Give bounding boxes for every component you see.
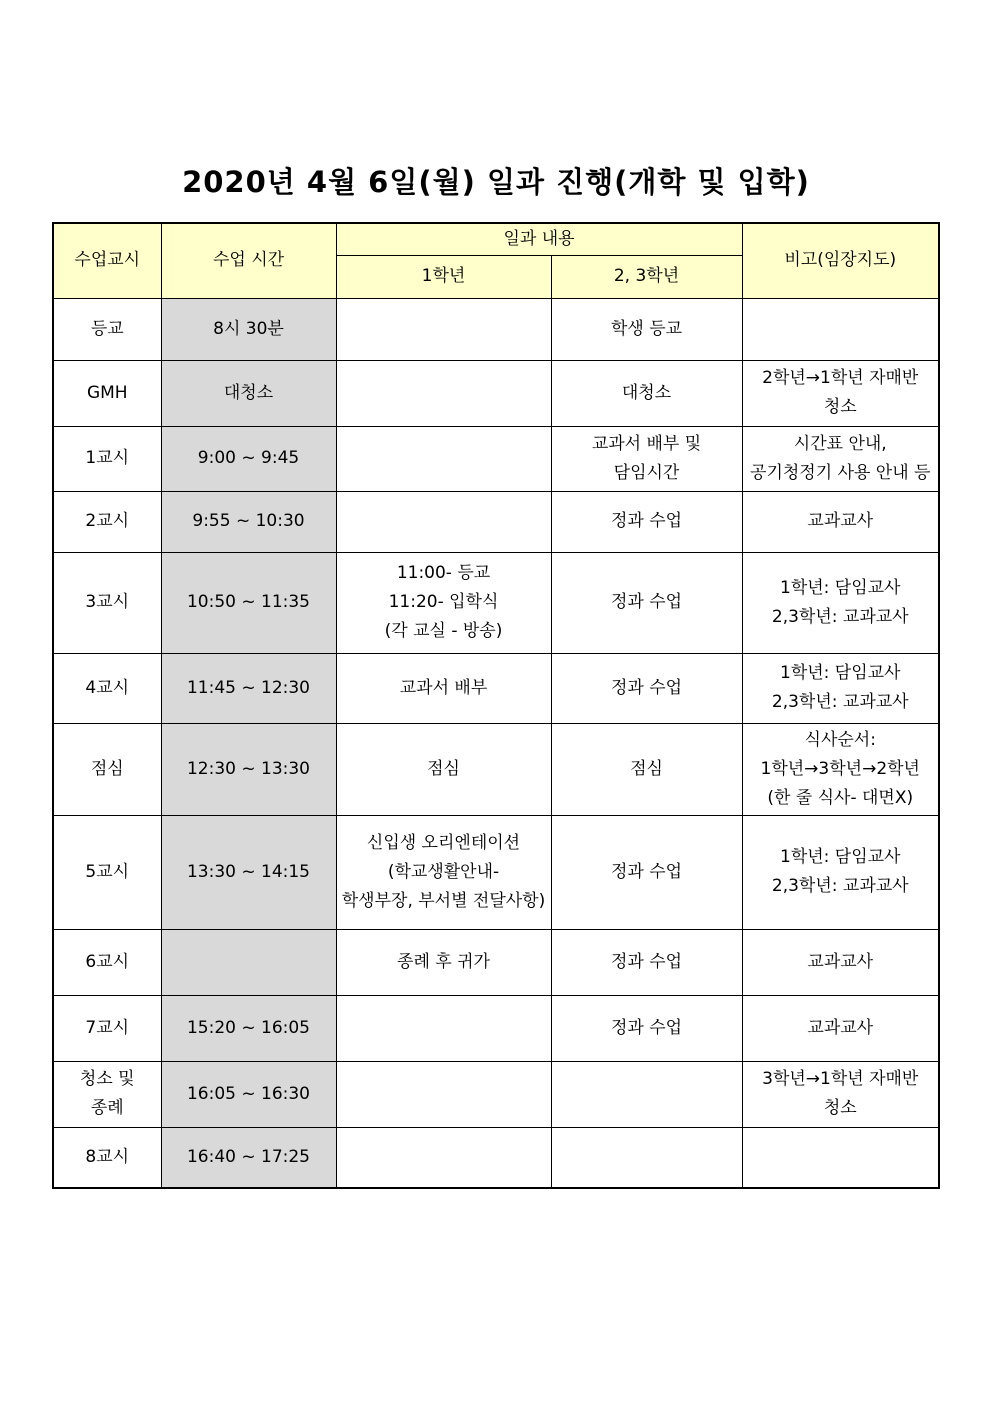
note-cell bbox=[742, 426, 939, 491]
period-cell: 6교시 bbox=[53, 929, 161, 995]
note-cell bbox=[742, 653, 939, 723]
time-cell: 대청소 bbox=[161, 360, 336, 426]
time-cell: 11:45 ~ 12:30 bbox=[161, 653, 336, 723]
grade23-cell bbox=[551, 815, 742, 929]
note-cell-line: 공기청정기 사용 안내 등 bbox=[750, 462, 931, 483]
note-cell-line: 2,3학년: 교과교사 bbox=[771, 606, 909, 627]
grade1-cell-line: 신입생 오리엔테이션 bbox=[366, 832, 521, 853]
grade1-cell-line: 점심 bbox=[427, 758, 460, 779]
note-cell-line: 1학년: 담임교사 bbox=[780, 663, 901, 683]
time-cell: 16:05 ~ 16:30 bbox=[161, 1061, 336, 1127]
grade1-cell bbox=[336, 1061, 551, 1127]
note-cell-line: 교과교사 bbox=[807, 951, 874, 972]
grade1-cell-line: 종례 후 귀가 bbox=[397, 951, 490, 972]
note-cell bbox=[742, 815, 939, 929]
header-period: 수업교시 bbox=[53, 223, 161, 298]
grade23-cell-line: 정과 수업 bbox=[610, 861, 683, 882]
period-cell: 4교시 bbox=[53, 653, 161, 723]
table-row bbox=[53, 723, 939, 815]
time-cell: 13:30 ~ 14:15 bbox=[161, 815, 336, 929]
note-cell bbox=[742, 929, 939, 995]
grade1-cell bbox=[336, 360, 551, 426]
schedule-table bbox=[52, 222, 940, 1189]
note-cell bbox=[742, 1061, 939, 1127]
grade23-cell bbox=[551, 360, 742, 426]
grade23-cell bbox=[551, 491, 742, 552]
time-cell: 9:00 ~ 9:45 bbox=[161, 426, 336, 491]
period-cell: 2교시 bbox=[53, 491, 161, 552]
grade23-cell bbox=[551, 653, 742, 723]
note-cell-line: 3학년→1학년 자매반 bbox=[762, 1069, 919, 1089]
time-cell: 9:55 ~ 10:30 bbox=[161, 491, 336, 552]
period-cell: 점심 bbox=[53, 723, 161, 815]
header-grade23: 2, 3학년 bbox=[551, 255, 742, 298]
note-cell bbox=[742, 723, 939, 815]
grade23-cell-line: 정과 수업 bbox=[610, 1017, 683, 1038]
grade23-cell-line: 정과 수업 bbox=[610, 511, 683, 531]
note-cell-line: 교과교사 bbox=[807, 511, 874, 531]
grade1-cell bbox=[336, 929, 551, 995]
time-cell: 12:30 ~ 13:30 bbox=[161, 723, 336, 815]
header-time: 수업 시간 bbox=[161, 223, 336, 298]
grade23-cell bbox=[551, 1061, 742, 1127]
period-cell: 7교시 bbox=[53, 995, 161, 1061]
grade1-cell bbox=[336, 815, 551, 929]
period-cell: 3교시 bbox=[53, 552, 161, 653]
note-cell-line: 시간표 안내, bbox=[793, 433, 887, 454]
grade1-cell bbox=[336, 552, 551, 653]
table-row bbox=[53, 929, 939, 995]
time-cell: 10:50 ~ 11:35 bbox=[161, 552, 336, 653]
note-cell-line: 2학년→1학년 자매반 bbox=[762, 368, 919, 388]
grade1-cell-line: 11:00- 등교 bbox=[396, 563, 491, 583]
period-cell: 청소 및 종례 bbox=[53, 1061, 161, 1127]
grade1-cell-line: 교과서 배부 bbox=[399, 677, 488, 698]
note-cell-line: 1학년: 담임교사 bbox=[780, 577, 901, 598]
period-cell: 1교시 bbox=[53, 426, 161, 491]
grade23-cell-line: 교과서 배부 및 bbox=[591, 433, 702, 454]
period-cell: 등교 bbox=[53, 298, 161, 360]
period-cell: 8교시 bbox=[53, 1127, 161, 1188]
table-row bbox=[53, 1127, 939, 1188]
table-row bbox=[53, 552, 939, 653]
grade1-cell bbox=[336, 298, 551, 360]
note-cell bbox=[742, 995, 939, 1061]
grade23-cell bbox=[551, 929, 742, 995]
table-row bbox=[53, 298, 939, 360]
note-cell bbox=[742, 298, 939, 360]
time-cell bbox=[161, 929, 336, 995]
note-cell-line: 식사순서: bbox=[804, 729, 876, 750]
note-cell bbox=[742, 360, 939, 426]
time-cell: 15:20 ~ 16:05 bbox=[161, 995, 336, 1061]
grade1-cell-line: (학교생활안내- bbox=[387, 861, 500, 882]
grade1-cell bbox=[336, 723, 551, 815]
grade23-cell bbox=[551, 1127, 742, 1188]
grade23-cell bbox=[551, 426, 742, 491]
note-cell-line: 청소 bbox=[823, 397, 857, 417]
note-cell-line: 2,3학년: 교과교사 bbox=[771, 692, 909, 712]
table-row bbox=[53, 426, 939, 491]
grade1-cell bbox=[336, 426, 551, 491]
note-cell-line: 1학년→3학년→2학년 bbox=[760, 758, 920, 779]
period-cell: GMH bbox=[53, 360, 161, 426]
grade23-cell-line: 정과 수업 bbox=[610, 677, 683, 698]
grade23-cell bbox=[551, 552, 742, 653]
grade1-cell-line: (각 교실 - 방송) bbox=[384, 621, 503, 641]
grade23-cell-line: 정과 수업 bbox=[610, 592, 683, 612]
table-row bbox=[53, 653, 939, 723]
grade23-cell-line: 점심 bbox=[630, 758, 663, 779]
grade1-cell bbox=[336, 1127, 551, 1188]
grade1-cell-line: 학생부장, 부서별 전달사항) bbox=[341, 890, 546, 911]
time-cell: 16:40 ~ 17:25 bbox=[161, 1127, 336, 1188]
grade1-cell-line: 11:20- 입학식 bbox=[388, 592, 499, 612]
header-grade1: 1학년 bbox=[336, 255, 551, 298]
table-row bbox=[53, 995, 939, 1061]
grade23-cell-line: 학생 등교 bbox=[610, 318, 683, 339]
note-cell-line: 교과교사 bbox=[807, 1017, 874, 1038]
table-row bbox=[53, 1061, 939, 1127]
table-row bbox=[53, 360, 939, 426]
grade23-cell bbox=[551, 995, 742, 1061]
note-cell-line: 2,3학년: 교과교사 bbox=[771, 876, 909, 896]
table-row bbox=[53, 815, 939, 929]
page-title: 2020년 4월 6일(월) 일과 진행(개학 및 입학) bbox=[182, 165, 810, 199]
grade23-cell bbox=[551, 723, 742, 815]
period-cell: 5교시 bbox=[53, 815, 161, 929]
note-cell bbox=[742, 1127, 939, 1188]
note-cell-line: 1학년: 담임교사 bbox=[780, 847, 901, 867]
grade23-cell bbox=[551, 298, 742, 360]
note-cell bbox=[742, 552, 939, 653]
header-content: 일과 내용 bbox=[336, 223, 742, 255]
grade1-cell bbox=[336, 653, 551, 723]
grade1-cell bbox=[336, 491, 551, 552]
table-row bbox=[53, 491, 939, 552]
note-cell-line: 청소 bbox=[823, 1098, 857, 1118]
note-cell-line: (한 줄 식사- 대면X) bbox=[767, 787, 914, 808]
note-cell bbox=[742, 491, 939, 552]
grade23-cell-line: 담임시간 bbox=[613, 462, 680, 483]
grade1-cell bbox=[336, 995, 551, 1061]
time-cell: 8시 30분 bbox=[161, 298, 336, 360]
header-note: 비고(임장지도) bbox=[742, 223, 939, 298]
grade23-cell-line: 대청소 bbox=[621, 382, 672, 403]
grade23-cell-line: 정과 수업 bbox=[610, 951, 683, 972]
